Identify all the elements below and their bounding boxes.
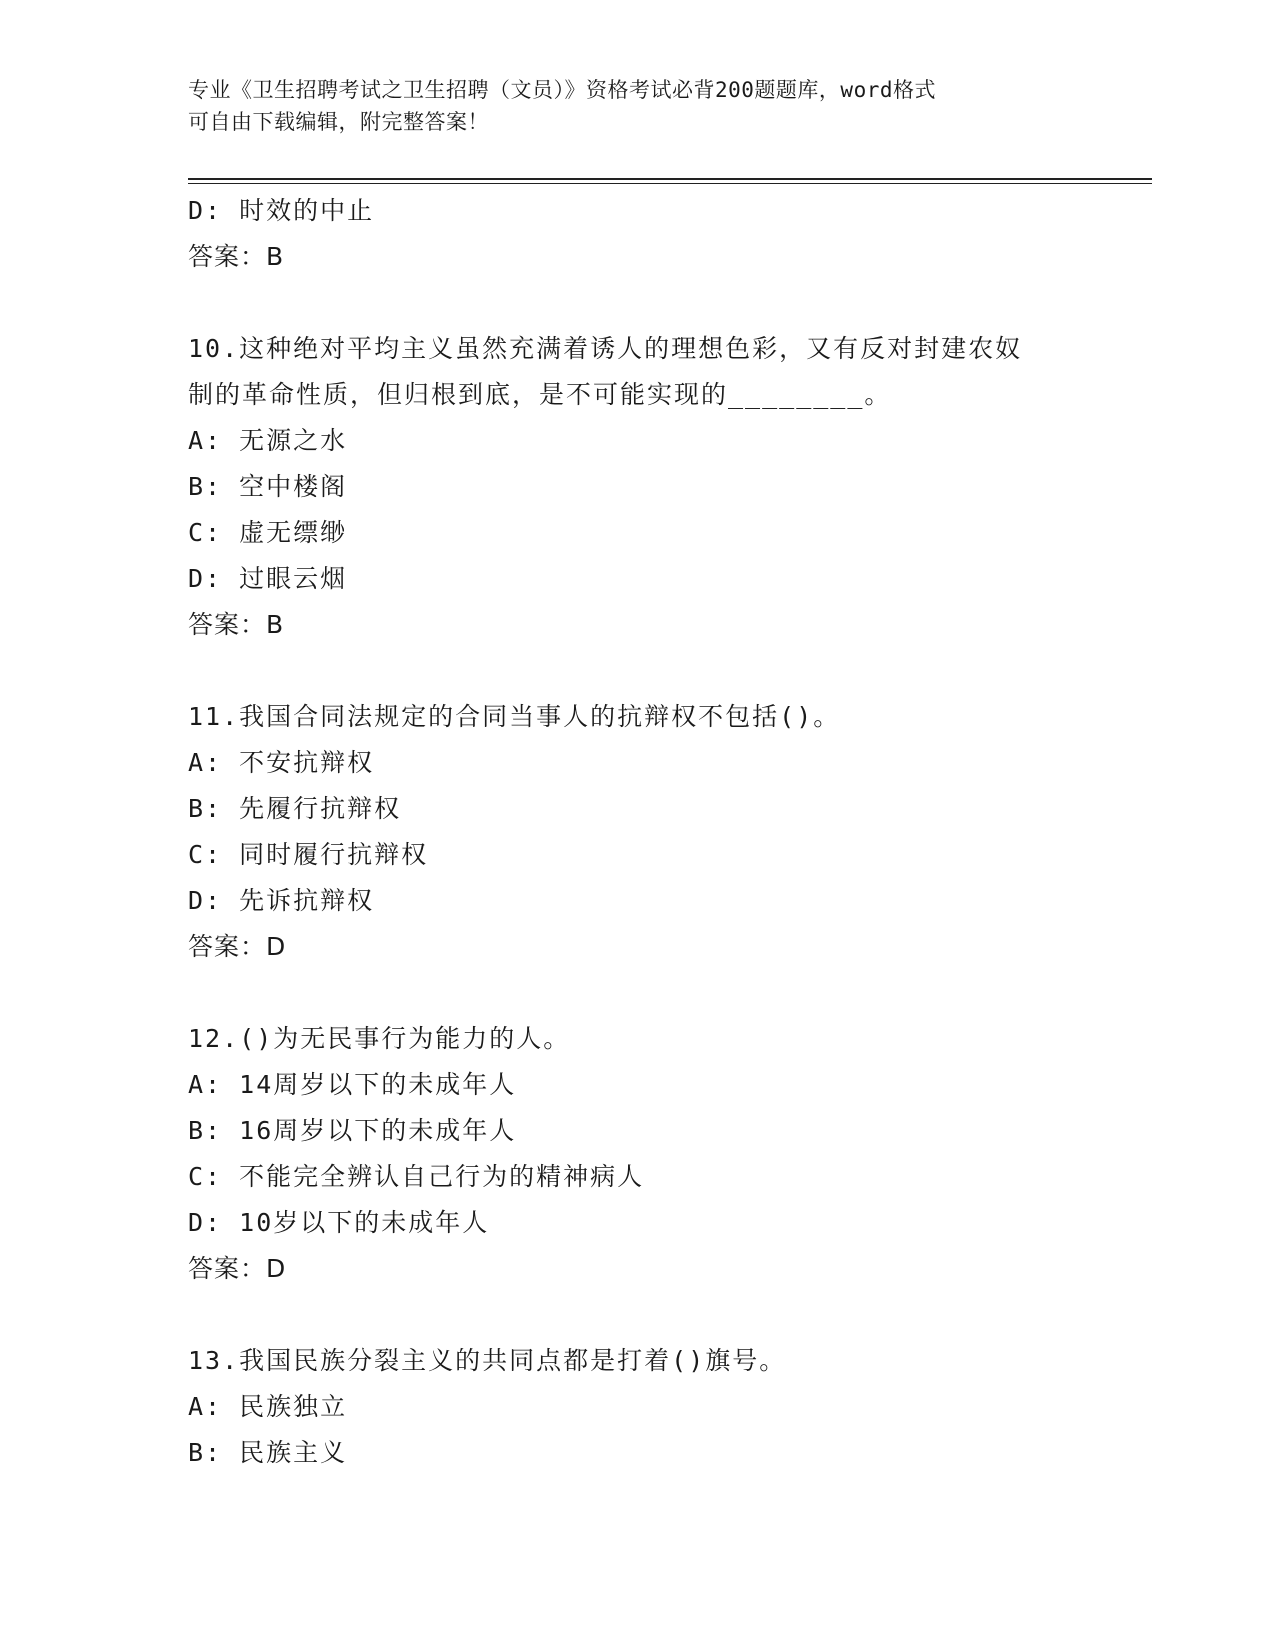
header-line-1: 专业《卫生招聘考试之卫生招聘（文员）》资格考试必背200题题库，word格式 [188, 78, 936, 102]
header-line-2: 可自由下载编辑，附完整答案！ [188, 110, 489, 134]
header-divider [188, 178, 1152, 184]
option-a: A: 民族独立 [188, 1392, 348, 1421]
question-11 [188, 694, 1108, 970]
question-text: 10.这种绝对平均主义虽然充满着诱人的理想色彩，又有反对封建农奴 [188, 334, 1023, 363]
option-c: C: 同时履行抗辩权 [188, 840, 429, 869]
option-b: B: 空中楼阁 [188, 472, 348, 501]
answer-line: 答案：D [188, 1254, 287, 1283]
option-d: D: 先诉抗辩权 [188, 886, 375, 915]
option-a: A: 无源之水 [188, 426, 348, 455]
option-d: D: 时效的中止 [188, 196, 375, 225]
option-a: A: 14周岁以下的未成年人 [188, 1070, 517, 1099]
option-b: B: 民族主义 [188, 1438, 348, 1467]
question-10 [188, 326, 1108, 648]
answer-line: 答案：B [188, 242, 285, 271]
option-d: D: 10岁以下的未成年人 [188, 1208, 490, 1237]
option-b: B: 先履行抗辩权 [188, 794, 402, 823]
question-text-continued: 制的革命性质，但归根到底，是不可能实现的________。 [188, 380, 892, 409]
question-list [188, 188, 1108, 1476]
answer-line: 答案：D [188, 932, 287, 961]
option-a: A: 不安抗辩权 [188, 748, 375, 777]
option-b: B: 16周岁以下的未成年人 [188, 1116, 517, 1145]
question-text: 13.我国民族分裂主义的共同点都是打着()旗号。 [188, 1346, 787, 1375]
option-c: C: 虚无缥缈 [188, 518, 348, 547]
question-12 [188, 1016, 1108, 1292]
option-d: D: 过眼云烟 [188, 564, 348, 593]
question-13 [188, 1338, 1108, 1476]
option-c: C: 不能完全辨认自己行为的精神病人 [188, 1162, 645, 1191]
document-header [188, 74, 1088, 138]
answer-line: 答案：B [188, 610, 285, 639]
question-text: 11.我国合同法规定的合同当事人的抗辩权不包括()。 [188, 702, 841, 731]
question-text: 12.()为无民事行为能力的人。 [188, 1024, 571, 1053]
